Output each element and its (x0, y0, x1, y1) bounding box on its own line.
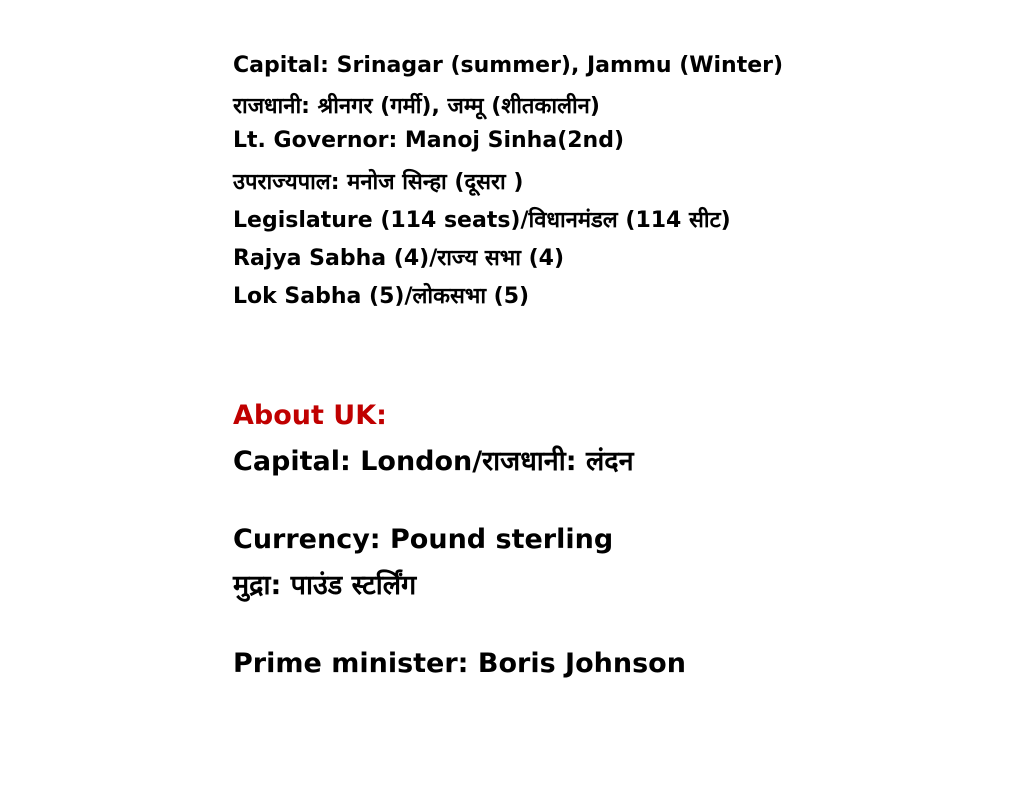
jk-governor-hindi-line: उपराज्यपाल: मनोज सिन्हा (दूसरा ) (233, 170, 524, 195)
jk-governor-line: Lt. Governor: Manoj Sinha(2nd) (233, 128, 625, 153)
jk-capital-hindi-line: राजधानी: श्रीनगर (गर्मी), जम्मू (शीतकालीन) (233, 94, 600, 119)
jk-legislature-line: Legislature (114 seats)/विधानमंडल (114 सीट) (233, 208, 731, 233)
uk-prime-minister-line: Prime minister: Boris Johnson (233, 648, 686, 679)
slide-content (233, 0, 993, 791)
uk-capital-line: Capital: London/राजधानी: लंदन (233, 446, 634, 477)
uk-currency-hindi-line: मुद्रा: पाउंड स्टर्लिंग (233, 570, 417, 601)
jk-capital-line: Capital: Srinagar (summer), Jammu (Winter) (233, 53, 784, 78)
jk-rajya-sabha-line: Rajya Sabha (4)/राज्य सभा (4) (233, 246, 565, 271)
jk-lok-sabha-line: Lok Sabha (5)/लोकसभा (5) (233, 284, 530, 309)
uk-section-heading: About UK: (233, 400, 387, 431)
uk-currency-line: Currency: Pound sterling (233, 524, 614, 555)
